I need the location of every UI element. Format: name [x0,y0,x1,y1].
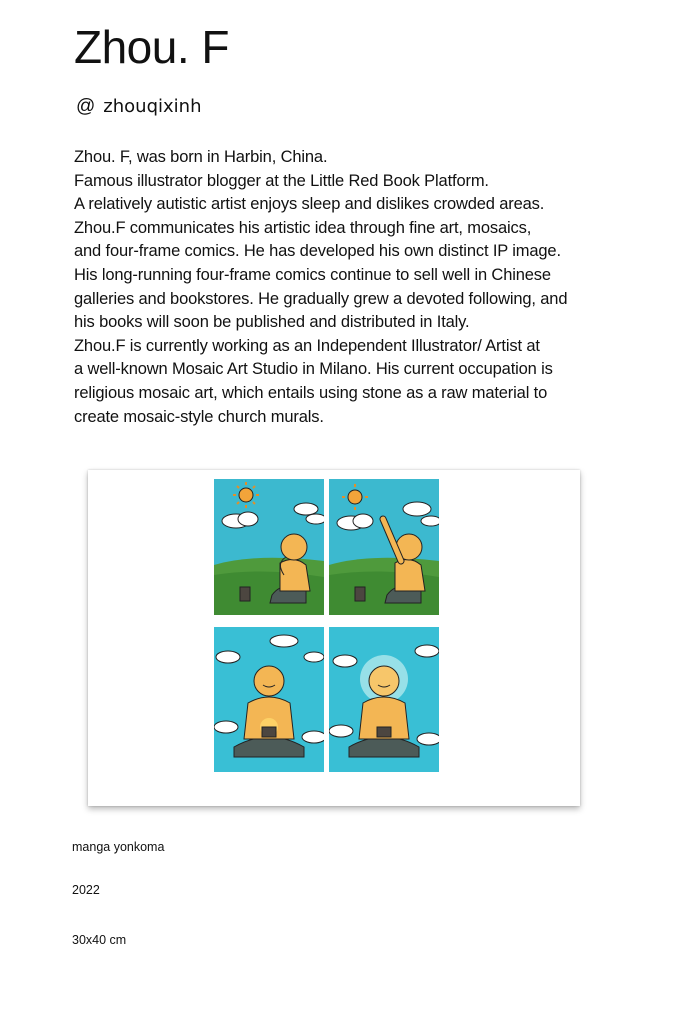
bio-line: His long-running four-frame comics continue to sell well in Chinese [74,265,551,284]
artwork-type: manga yonkoma [72,840,165,854]
comic-panel-2-illustration [329,479,439,615]
at-symbol: @ [76,96,96,117]
bio-line: Zhou. F, was born in Harbin, China. [74,148,328,166]
artwork-frame [88,470,580,806]
bio-line: Zhou.F is currently working as an Independent Illustrator/ Artist at [74,336,540,355]
bio-line: his books will soon be published and distributed in Italy. [74,313,470,332]
comic-panel-2 [329,479,439,615]
comic-panel-1 [214,479,324,615]
comic-panel-4 [329,627,439,772]
artwork-size: 30x40 cm [72,933,127,947]
bio-line: create mosaic-style church murals. [74,407,324,426]
bio-line: A relatively autistic artist enjoys sleep and dislikes crowded areas. [74,195,545,214]
bio-line: religious mosaic art, which entails using stone as a raw material to [74,383,548,402]
comic-panel-3-illustration [214,627,324,772]
comic-panel-4-illustration [329,627,439,772]
comic-panel-1-illustration [214,479,324,615]
bio-line: a well-known Mosaic Art Studio in Milano. His current occupation is [74,360,553,379]
bio-line: Famous illustrator blogger at the Little Red Book Platform. [74,171,489,190]
artwork-year: 2022 [72,883,100,897]
comic-panel-3 [214,627,324,772]
bio-line: galleries and bookstores. He gradually grew a devoted following, and [74,289,568,308]
social-handle [76,94,201,120]
artist-name: Zhou. F [74,21,230,73]
handle-name: zhouqixinh [103,96,202,117]
bio-line: Zhou.F communicates his artistic idea through fine art, mosaics, [74,218,532,237]
bio-line: and four-frame comics. He has developed his own distinct IP image. [74,242,561,261]
artist-bio [74,146,614,429]
